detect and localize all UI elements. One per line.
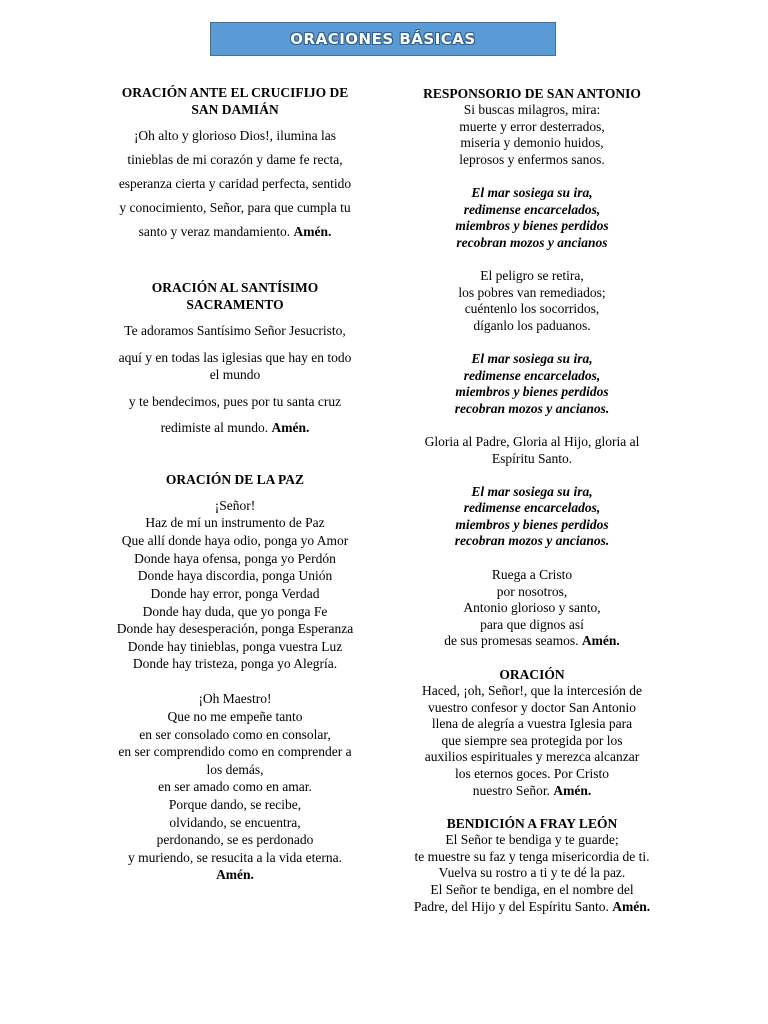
prayer-line [406,898,658,915]
prayer-line: en ser amado como en amar. [158,779,312,794]
chorus-line: miembros y bienes perdidos [455,384,609,399]
amen-text: Amén. [271,420,310,435]
prayer-line: aquí y en todas las iglesias que hay en todo [118,350,352,365]
prayer-text: Padre, del Hijo y del Espíritu Santo. [413,899,609,914]
chorus-line: recobran mozos y ancianos. [454,401,610,416]
page-title: ORACIONES BÁSICAS [290,30,476,48]
prayer-line: los eternos goces. Por Cristo [454,766,610,781]
chorus-line: redimense encarcelados, [463,368,601,383]
section-title: ORACIÓN ANTE EL CRUCIFIJO DE [121,85,349,100]
prayer-line: Donde haya discordia, ponga Unión [137,568,333,583]
prayer-line: los pobres van remediados; [458,285,606,300]
prayer-line: muerte y error desterrados, [459,119,605,134]
prayer-line: en ser consolado como en consolar, [139,727,331,742]
section-title: ORACIÓN DE LA PAZ [165,472,305,487]
prayer-line: esperanza cierta y caridad perfecta, sentido [118,176,352,191]
prayer-line: y muriendo, se resucita a la vida eterna. [127,850,343,865]
prayer-line: auxilios espirituales y merezca alcanzar [424,749,640,764]
section-title: ORACIÓN AL SANTÍSIMO [151,280,319,295]
prayer-line: y conocimiento, Señor, para que cumpla tu [119,200,351,215]
prayer-line [406,632,658,649]
prayer-line: Que no me empeñe tanto [167,709,303,724]
chorus-line: redimense encarcelados, [463,202,601,217]
prayer-line [104,223,366,240]
prayer-line: Haced, ¡oh, Señor!, que la intercesión de [421,683,643,698]
prayer-line: El Señor te bendiga y te guarde; [445,832,619,847]
section-title: SAN DAMIÁN [191,102,279,117]
chorus-line: El mar sosiega su ira, [471,185,593,200]
prayer-line: en ser comprendido como en comprender a [118,744,352,759]
chorus-line: miembros y bienes perdidos [455,218,609,233]
amen-text: Amén. [581,633,620,648]
prayer-line: los demás, [206,762,264,777]
section-title: ORACIÓN [499,667,565,682]
chorus-line: El mar sosiega su ira, [471,351,593,366]
prayer-line: El peligro se retira, [480,268,584,283]
prayer-text: nuestro Señor. [472,783,550,798]
prayer-line: Vuelva su rostro a ti y te dé la paz. [438,865,626,880]
chorus-line: miembros y bienes perdidos [455,517,609,532]
prayer-line: Donde hay duda, que yo ponga Fe [142,604,328,619]
prayer-line: olvidando, se encuentra, [169,815,301,830]
prayer-line: el mundo [209,367,261,382]
prayer-line: por nosotros, [496,584,568,599]
chorus-line: El mar sosiega su ira, [471,484,593,499]
prayer-line: llena de alegría a vuestra Iglesia para [431,716,633,731]
prayer-text: santo y veraz mandamiento. [138,224,291,239]
amen-text: Amén. [553,783,592,798]
prayer-line: Que allí donde haya odio, ponga yo Amor [121,533,349,548]
prayer-text: de sus promesas seamos. [444,633,579,648]
section-title: RESPONSORIO DE SAN ANTONIO [423,86,641,101]
prayer-line: cuéntenlo los socorridos, [464,301,600,316]
amen-text: Amén. [216,867,254,882]
prayer-line: que siempre sea protegida por los [441,733,623,748]
prayer-line: Donde hay tinieblas, ponga vuestra Luz [127,639,343,654]
prayer-line: ¡Señor! [214,498,256,513]
prayer-line: perdonando, se es perdonado [156,832,314,847]
chorus-line: recobran mozos y ancianos [456,235,608,250]
amen-text: Amén. [293,224,332,239]
prayer-line: Gloria al Padre, Gloria al Hijo, gloria al [424,434,640,449]
section-title: SACRAMENTO [186,297,284,312]
prayer-line: Antonio glorioso y santo, [463,600,601,615]
prayer-line: Si buscas milagros, mira: [463,102,601,117]
prayer-line: tinieblas de mi corazón y dame fe recta, [127,152,343,167]
prayer-line: Porque dando, se recibe, [168,797,302,812]
prayer-line: Te adoramos Santísimo Señor Jesucristo, [124,323,346,338]
title-banner [210,22,556,56]
prayer-line: díganlo los paduanos. [473,318,591,333]
prayer-line: y te bendecimos, pues por tu santa cruz [128,394,342,409]
section-title: BENDICIÓN A FRAY LEÓN [446,816,618,831]
prayer-line: ¡Oh Maestro! [198,691,272,706]
prayer-line: Donde hay error, ponga Verdad [150,586,320,601]
chorus-line: redimense encarcelados, [463,500,601,515]
prayer-line: ¡Oh alto y glorioso Dios!, ilumina las [133,128,337,143]
prayer-line: Donde hay desesperación, ponga Esperanza [116,621,354,636]
prayer-line: Haz de mí un instrumento de Paz [145,515,325,530]
chorus-line: recobran mozos y ancianos. [454,533,610,548]
amen-text: Amén. [612,899,651,914]
prayer-text: redimiste al mundo. [160,420,269,435]
prayer-line: Ruega a Cristo [491,567,573,582]
prayer-line: miseria y demonio huidos, [460,135,604,150]
prayer-line: para que dignos así [480,617,584,632]
prayer-line: leprosos y enfermos sanos. [459,152,605,167]
prayer-line: vuestro confesor y doctor San Antonio [427,700,637,715]
prayer-line: Donde hay tristeza, ponga yo Alegría. [132,656,338,671]
prayer-line: Espíritu Santo. [491,451,573,466]
prayer-line: te muestre su faz y tenga misericordia de ti. [414,849,650,864]
prayer-line: Donde haya ofensa, ponga yo Perdón [134,551,336,566]
prayer-line [104,419,366,436]
prayer-line: El Señor te bendiga, en el nombre del [430,882,634,897]
prayer-line [406,782,658,799]
